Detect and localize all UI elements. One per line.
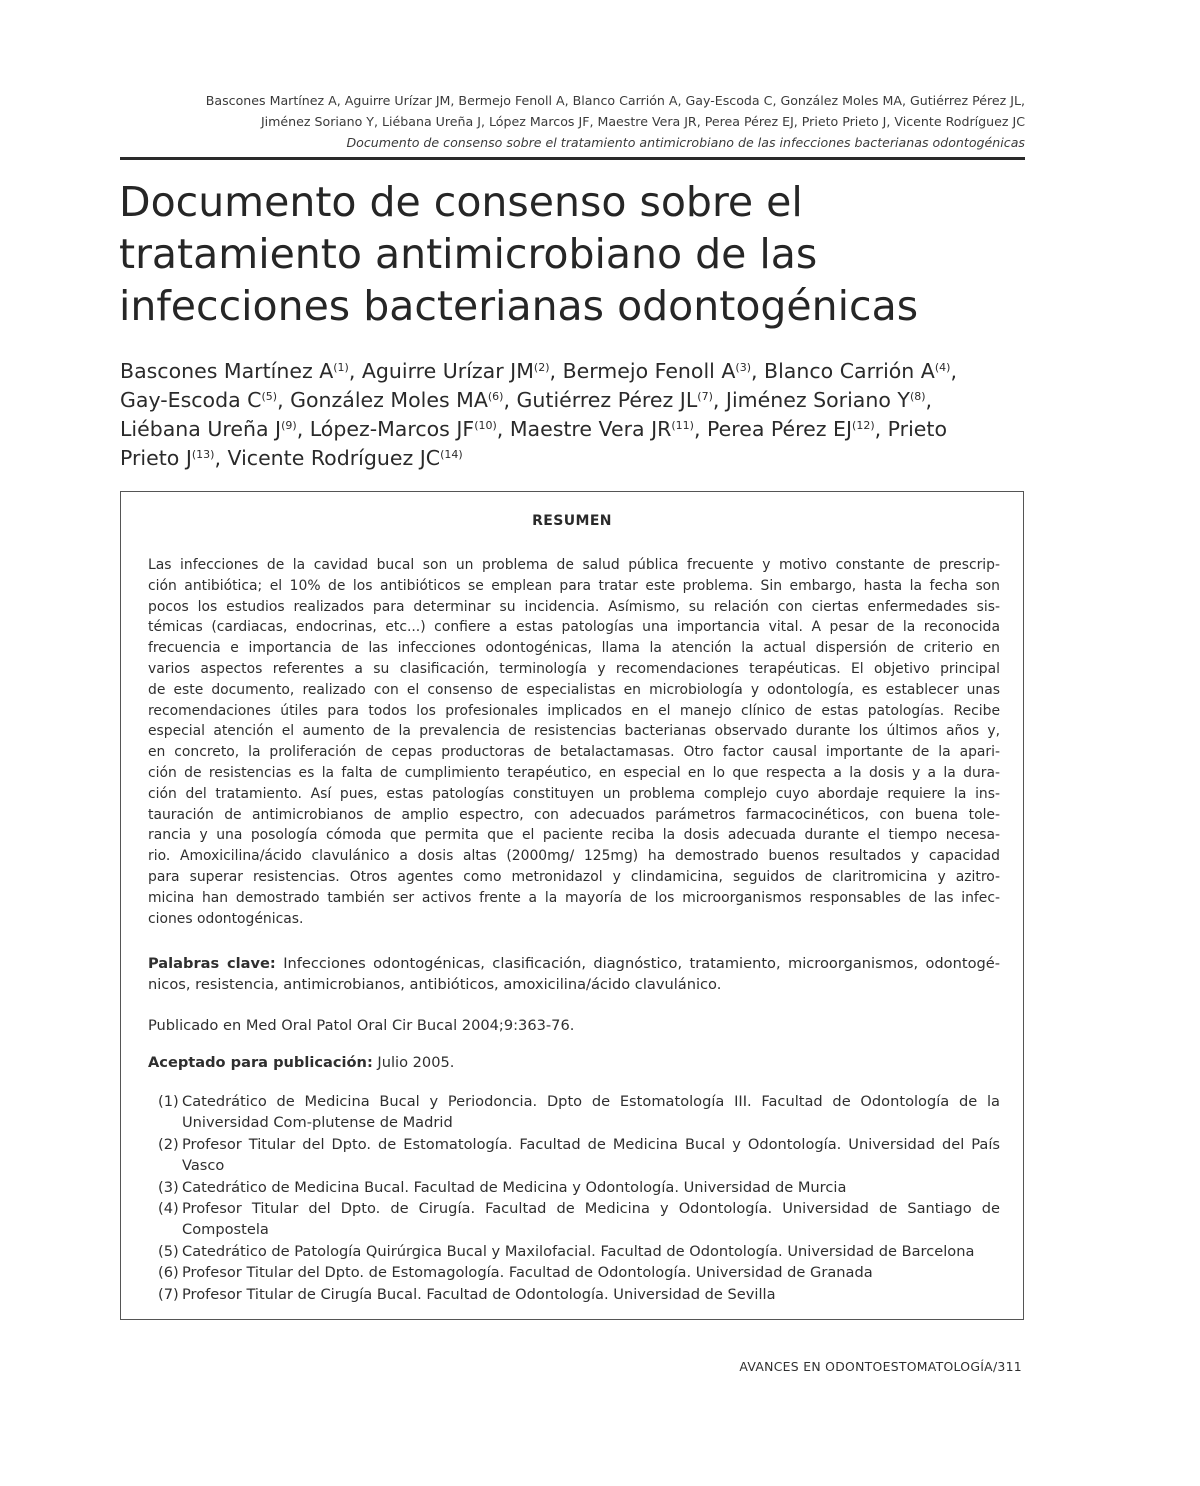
author-affiliation-marker: (2) — [533, 361, 550, 374]
abstract-line: ción antibiótica; el 10% de los antibióticos se emplean para tratar este problema. Sin embargo, hasta la fecha son — [148, 577, 1000, 594]
author-affiliation-marker: (14) — [440, 448, 463, 461]
abstract-line: en concreto, la proliferación de cepas productoras de betalactamasas. Otro factor causal importante de la apari- — [148, 744, 1000, 761]
affiliation-text: Profesor Titular de Cirugía Bucal. Facultad de Odontología. Universidad de Sevilla — [182, 1285, 776, 1303]
abstract-line: ción de resistencias es la falta de cumplimiento terapéutico, en especial en lo que respecta a la dosis y a la dura- — [148, 764, 1000, 781]
affiliation-text: Vasco — [182, 1157, 225, 1175]
abstract-line: ción del tratamiento. Así pues, estas patologías constituyen un problema complejo cuyo abordaje requiere la ins- — [148, 785, 1000, 802]
abstract-line: rio. Amoxicilina/ácido clavulánico a dosis altas (2000mg/ 125mg) ha demostrado buenos resultados y capacidad — [148, 848, 1000, 865]
abstract-line: témicas (cardiacas, endocrinas, etc...) confiere a estas patologías una importancia vital. A pesar de la reconocida — [148, 619, 1000, 636]
affiliation-number: (1) — [158, 1093, 179, 1110]
author-affiliation-marker: (7) — [697, 390, 713, 403]
author-name: González Moles MA — [290, 388, 488, 412]
running-header-authors-line: Jiménez Soriano Y, Liébana Ureña J, López Marcos JF, Maestre Vera JR, Perea Pérez EJ, Prieto Prieto J, Vicente Rodríguez JC — [260, 114, 1025, 129]
article-title-line: infecciones bacterianas odontogénicas — [119, 282, 919, 330]
author-affiliation-marker: (5) — [261, 390, 278, 403]
abstract-box — [120, 491, 1024, 1320]
affiliation-text: Profesor Titular del Dpto. de Cirugía. Facultad de Medicina y Odontología. Universidad de Santiago de — [182, 1200, 1000, 1218]
author-name: Perea Pérez EJ — [707, 417, 853, 441]
affiliation-item — [158, 1241, 1000, 1262]
affiliation-text: Catedrático de Medicina Bucal. Facultad de Medicina y Odontología. Universidad de Murcia — [182, 1178, 847, 1196]
page-footer: AVANCES EN ODONTOESTOMATOLOGÍA/311 — [739, 1359, 1022, 1374]
affiliation-text: Catedrático de Medicina Bucal y Periodoncia. Dpto de Estomatología III. Facultad de Odontología de la — [182, 1093, 1000, 1110]
abstract-line: tauración de antimicrobianos de amplio espectro, con adecuados parámetros farmacocinéticos, con buena tole- — [148, 806, 1000, 823]
author-list — [120, 357, 1025, 473]
keywords-label: Palabras clave: — [148, 955, 276, 972]
affiliation-list — [158, 1091, 1000, 1305]
affiliation-text: Universidad Com-plutense de Madrid — [182, 1114, 453, 1132]
affiliation-item — [158, 1198, 1000, 1241]
running-header — [120, 90, 1025, 153]
article-title-line: Documento de consenso sobre el — [119, 178, 803, 226]
author-separator: , — [693, 417, 708, 441]
affiliation-number: (5) — [158, 1242, 179, 1260]
author-separator: , — [549, 359, 563, 383]
affiliation-text: Profesor Titular del Dpto. de Estomatología. Facultad de Medicina Bucal y Odontología. Universidad del País — [182, 1135, 1000, 1153]
author-name: Blanco Carrión A — [764, 359, 935, 383]
author-name: López-Marcos JF — [309, 417, 475, 441]
header-divider — [120, 157, 1025, 160]
author-affiliation-marker: (4) — [934, 361, 951, 374]
keywords-text: Infecciones odontogénicas, clasificación, diagnóstico, tratamiento, microorganismos, odontogé- — [283, 955, 1001, 972]
author-name: Vicente Rodríguez JC — [227, 446, 441, 470]
author-name: Maestre Vera JR — [509, 417, 672, 441]
abstract-line: recomendaciones útiles para todos los profesionales implicados en el manejo clínico de estas patologías. Recibe — [148, 702, 1000, 719]
author-separator: , Prieto — [874, 417, 947, 441]
abstract-line: micina han demostrado también ser activos frente a la mayoría de los microorganismos responsables de las infec- — [148, 889, 1000, 906]
published-note — [148, 1015, 1000, 1036]
abstract-line: varios aspectos referentes a su clasificación, terminología y recomendaciones terapéuticas. El objetivo principal — [148, 660, 1000, 677]
affiliation-item — [158, 1177, 1000, 1198]
abstract-line: especial atención el aumento de la prevalencia de resistencias bacterianas observado durante los últimos años y, — [148, 723, 1000, 740]
affiliation-number: (3) — [158, 1178, 179, 1196]
author-affiliation-marker: (13) — [191, 448, 215, 461]
abstract-line: Las infecciones de la cavidad bucal son un problema de salud pública frecuente y motivo constante de prescrip- — [148, 557, 1000, 573]
author-separator: , — [348, 359, 362, 383]
abstract-line: de este documento, realizado con el consenso de especialistas en microbiología y odontología, es establecer unas — [148, 681, 1000, 698]
author-name: Gay-Escoda C — [120, 388, 262, 412]
abstract-line: ciones odontogénicas. — [148, 910, 304, 927]
author-name: Prieto J — [120, 446, 192, 470]
keywords-paragraph — [148, 953, 1000, 995]
running-header-title: Documento de consenso sobre el tratamiento antimicrobiano de las infecciones bacterianas odontogénicas — [346, 135, 1025, 150]
author-separator: , — [503, 388, 517, 412]
keywords-line: nicos, resistencia, antimicrobianos, antibióticos, amoxicilina/ácido clavulánico. — [148, 976, 722, 993]
affiliation-item — [158, 1134, 1000, 1177]
abstract-line: frecuencia e importancia de las infecciones odontogénicas, llama la atención la actual dispersión de criterio en — [148, 640, 1000, 657]
author-separator: , — [214, 446, 228, 470]
author-name: Gutiérrez Pérez JL — [516, 388, 698, 412]
abstract-heading: RESUMEN — [532, 513, 612, 529]
author-name: Liébana Ureña J — [120, 417, 282, 441]
published-text: Publicado en Med Oral Patol Oral Cir Bucal 2004;9:363-76. — [148, 1017, 575, 1034]
author-separator: , — [751, 359, 765, 383]
accepted-label: Aceptado para publicación: — [148, 1054, 373, 1071]
author-name: Jiménez Soriano Y — [725, 388, 910, 412]
author-line — [120, 357, 1025, 386]
article-title — [119, 176, 1019, 332]
affiliation-number: (6) — [158, 1264, 179, 1282]
author-line — [120, 444, 1025, 473]
author-name: Aguirre Urízar JM — [361, 359, 534, 383]
affiliation-number: (2) — [158, 1135, 179, 1153]
author-name: Bascones Martínez A — [120, 359, 334, 383]
author-separator: , — [712, 388, 726, 412]
affiliation-number: (4) — [158, 1200, 179, 1218]
author-separator: , — [925, 388, 933, 412]
author-affiliation-marker: (3) — [735, 361, 751, 374]
affiliation-number: (7) — [158, 1285, 179, 1303]
author-affiliation-marker: (6) — [487, 390, 504, 403]
accepted-note — [148, 1052, 1000, 1073]
affiliation-text: Profesor Titular del Dpto. de Estomagología. Facultad de Odontología. Universidad de Granada — [182, 1264, 873, 1282]
author-separator: , — [277, 388, 291, 412]
author-affiliation-marker: (9) — [281, 419, 297, 432]
author-affiliation-marker: (8) — [909, 390, 926, 403]
author-line — [120, 386, 1025, 415]
abstract-line: pocos los estudios realizados para determinar su incidencia. Asímismo, su relación con ciertas enfermedades sis- — [148, 598, 1000, 615]
author-name: Bermejo Fenoll A — [562, 359, 736, 383]
author-separator: , — [496, 417, 510, 441]
affiliation-item — [158, 1262, 1000, 1283]
affiliation-item — [158, 1091, 1000, 1134]
author-line — [120, 415, 1025, 444]
affiliation-text: Catedrático de Patología Quirúrgica Bucal y Maxilofacial. Facultad de Odontología. Universidad de Barcelona — [182, 1242, 975, 1260]
accepted-date: Julio 2005. — [377, 1054, 455, 1071]
abstract-line: rancia y una posología cómoda que permita que el paciente reciba la dosis adecuada durante el tiempo necesa- — [148, 827, 1000, 844]
abstract-line: para superar resistencias. Otros agentes como metronidazol y clindamicina, seguidos de claritromicina y azitro- — [148, 868, 1000, 885]
affiliation-text: Compostela — [182, 1221, 269, 1239]
article-title-line: tratamiento antimicrobiano de las — [119, 230, 818, 278]
keywords-line — [148, 953, 1000, 974]
affiliation-item — [158, 1284, 1000, 1305]
running-header-authors-line: Bascones Martínez A, Aguirre Urízar JM, Bermejo Fenoll A, Blanco Carrión A, Gay-Escoda C, González Moles MA, Gutiérrez Pérez JL, — [205, 93, 1025, 108]
author-separator: , — [950, 359, 957, 383]
author-affiliation-marker: (12) — [852, 419, 875, 432]
author-affiliation-marker: (11) — [671, 419, 694, 432]
author-affiliation-marker: (10) — [474, 419, 497, 432]
author-affiliation-marker: (1) — [333, 361, 349, 374]
author-separator: , — [296, 417, 310, 441]
abstract-text — [148, 555, 1000, 929]
